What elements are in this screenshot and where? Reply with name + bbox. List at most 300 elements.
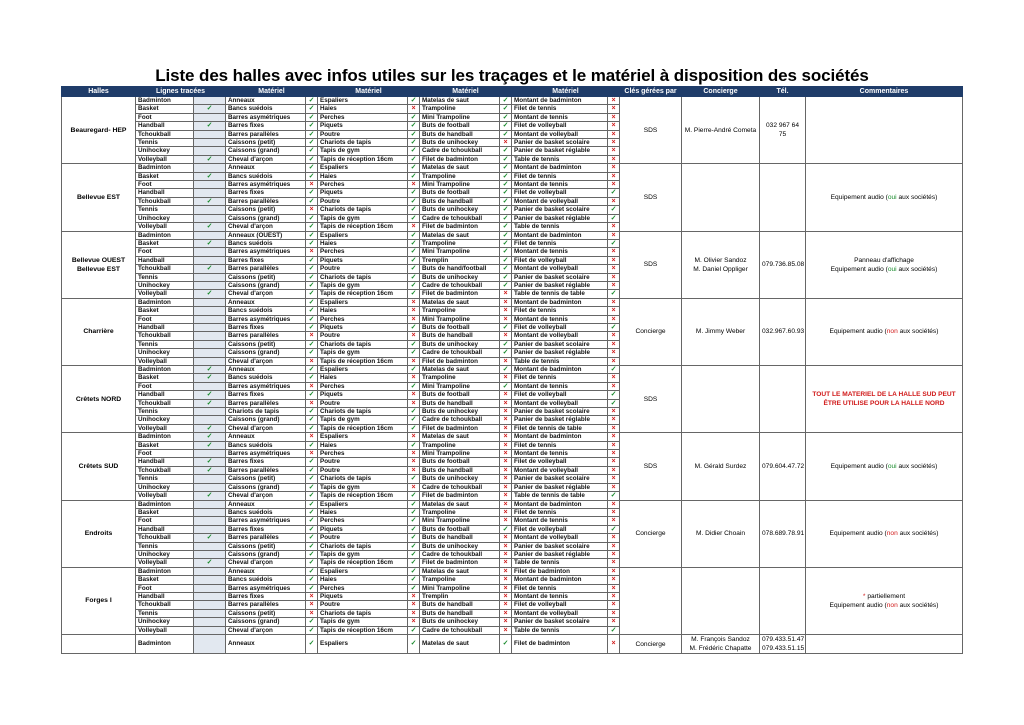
cross-icon: × xyxy=(608,155,620,163)
phone-number: 032 967 64 75 xyxy=(760,97,806,164)
material-label: Chariots de tapis xyxy=(226,408,306,416)
material-label: Buts de handball xyxy=(420,601,500,609)
empty-mark xyxy=(194,97,226,105)
empty-mark xyxy=(194,550,226,558)
check-icon: ✓ xyxy=(408,366,420,374)
header-lignes-tracees: Lignes tracées xyxy=(136,87,226,97)
check-icon: ✓ xyxy=(500,214,512,222)
table-row xyxy=(62,366,963,374)
cross-icon: × xyxy=(408,618,420,626)
sport-label: Volleyball xyxy=(136,559,194,567)
material-label: Montant de volleyball xyxy=(512,265,608,273)
concierge-name: M. Gérald Surdez xyxy=(682,433,760,500)
empty-mark xyxy=(194,332,226,340)
check-icon: ✓ xyxy=(500,181,512,189)
sport-label: Tennis xyxy=(136,340,194,348)
empty-mark xyxy=(194,315,226,323)
cross-icon: × xyxy=(306,332,318,340)
material-label: Barres asymétriques xyxy=(226,382,306,390)
check-icon: ✓ xyxy=(194,391,226,399)
material-label: Trampoline xyxy=(420,441,500,449)
material-label: Chariots de tapis xyxy=(318,609,408,617)
check-icon: ✓ xyxy=(408,340,420,348)
check-icon: ✓ xyxy=(408,550,420,558)
material-label: Tapis de réception 16cm xyxy=(318,492,408,500)
check-icon: ✓ xyxy=(306,635,318,654)
check-icon: ✓ xyxy=(500,197,512,205)
cross-icon: × xyxy=(608,424,620,432)
material-label: Filet de badminton xyxy=(420,424,500,432)
material-label: Bancs suédois xyxy=(226,374,306,382)
check-icon: ✓ xyxy=(306,290,318,298)
check-icon: ✓ xyxy=(408,635,420,654)
material-label: Table de tennis de table xyxy=(512,290,608,298)
material-label: Tapis de gym xyxy=(318,281,408,289)
material-label: Haies xyxy=(318,374,408,382)
cross-icon: × xyxy=(306,433,318,441)
check-icon: ✓ xyxy=(306,584,318,592)
material-label: Bancs suédois xyxy=(226,508,306,516)
empty-mark xyxy=(194,584,226,592)
cross-icon: × xyxy=(608,315,620,323)
audio-status-word: oui xyxy=(887,265,897,273)
material-label: Cadre de tchoukball xyxy=(420,416,500,424)
check-icon: ✓ xyxy=(306,492,318,500)
sport-label: Tennis xyxy=(136,475,194,483)
check-icon: ✓ xyxy=(408,323,420,331)
material-label: Filet de tennis xyxy=(512,307,608,315)
check-icon: ✓ xyxy=(194,458,226,466)
material-label: Panier de basket scolaire xyxy=(512,475,608,483)
cross-icon: × xyxy=(608,340,620,348)
sport-label: Unihockey xyxy=(136,147,194,155)
check-icon: ✓ xyxy=(408,256,420,264)
empty-mark xyxy=(194,130,226,138)
check-icon: ✓ xyxy=(194,399,226,407)
material-label: Barres parallèles xyxy=(226,332,306,340)
sport-label: Tchoukball xyxy=(136,197,194,205)
material-label: Filet de tennis xyxy=(512,172,608,180)
material-label: Espaliers xyxy=(318,164,408,172)
material-label: Tremplin xyxy=(420,256,500,264)
empty-mark xyxy=(194,567,226,575)
cross-icon: × xyxy=(500,492,512,500)
material-label: Caissons (grand) xyxy=(226,349,306,357)
check-icon: ✓ xyxy=(500,231,512,239)
material-label: Cheval d'arçon xyxy=(226,559,306,567)
check-icon: ✓ xyxy=(500,366,512,374)
comment-text: Equipement audio (oui aux sociétés) xyxy=(806,164,963,231)
check-icon: ✓ xyxy=(194,441,226,449)
cross-icon: × xyxy=(500,315,512,323)
check-icon: ✓ xyxy=(306,130,318,138)
material-label: Espaliers xyxy=(318,635,408,654)
material-label: Filet de badminton xyxy=(420,357,500,365)
keys-managed-by xyxy=(620,567,682,634)
empty-mark xyxy=(194,618,226,626)
sport-label: Volleyball xyxy=(136,290,194,298)
cross-icon: × xyxy=(608,248,620,256)
cross-icon: × xyxy=(500,601,512,609)
material-label: Poutre xyxy=(318,601,408,609)
material-label: Matelas de saut xyxy=(420,298,500,306)
material-label: Haies xyxy=(318,508,408,516)
empty-mark xyxy=(194,273,226,281)
material-label: Mini Trampoline xyxy=(420,181,500,189)
material-label: Caissons (grand) xyxy=(226,550,306,558)
empty-mark xyxy=(194,450,226,458)
material-label: Cheval d'arçon xyxy=(226,290,306,298)
cross-icon: × xyxy=(500,500,512,508)
check-icon: ✓ xyxy=(306,298,318,306)
material-label: Montant de badminton xyxy=(512,164,608,172)
sport-label: Handball xyxy=(136,458,194,466)
material-label: Caissons (petit) xyxy=(226,609,306,617)
check-icon: ✓ xyxy=(194,105,226,113)
table-row xyxy=(62,567,963,575)
material-label: Filet de badminton xyxy=(420,223,500,231)
check-icon: ✓ xyxy=(408,534,420,542)
material-label: Barres parallèles xyxy=(226,399,306,407)
material-label: Caissons (grand) xyxy=(226,618,306,626)
material-label: Caissons (petit) xyxy=(226,542,306,550)
cross-icon: × xyxy=(408,592,420,600)
check-icon: ✓ xyxy=(408,122,420,130)
cross-icon: × xyxy=(608,592,620,600)
material-label: Caissons (grand) xyxy=(226,416,306,424)
phone-number xyxy=(760,567,806,634)
check-icon: ✓ xyxy=(306,534,318,542)
hall-name: Crêtets NORD xyxy=(62,366,136,433)
comment-text: * partiellement Equipement audio (non aux sociétés) xyxy=(806,567,963,634)
phone-number: 079.604.47.72 xyxy=(760,433,806,500)
material-label: Chariots de tapis xyxy=(318,206,408,214)
check-icon: ✓ xyxy=(408,542,420,550)
empty-mark xyxy=(194,181,226,189)
material-label: Tapis de gym xyxy=(318,214,408,222)
hall-name: Forges I xyxy=(62,567,136,634)
material-label: Tapis de gym xyxy=(318,550,408,558)
material-label: Caissons (grand) xyxy=(226,483,306,491)
material-label: Table de tennis de table xyxy=(512,492,608,500)
empty-mark xyxy=(194,298,226,306)
cross-icon: × xyxy=(500,483,512,491)
material-label: Buts de unihockey xyxy=(420,475,500,483)
sport-label: Handball xyxy=(136,391,194,399)
material-label: Tapis de gym xyxy=(318,416,408,424)
sport-label: Tchoukball xyxy=(136,399,194,407)
phone-number: 032.967.60.93 xyxy=(760,298,806,365)
check-icon: ✓ xyxy=(408,559,420,567)
sport-label: Tchoukball xyxy=(136,130,194,138)
audio-status-word: non xyxy=(886,530,898,538)
material-label: Poutre xyxy=(318,197,408,205)
material-label: Filet de badminton xyxy=(420,492,500,500)
check-icon: ✓ xyxy=(608,206,620,214)
sport-label: Handball xyxy=(136,525,194,533)
check-icon: ✓ xyxy=(408,273,420,281)
sport-label: Unihockey xyxy=(136,349,194,357)
material-label: Bancs suédois xyxy=(226,576,306,584)
sport-label: Badminton xyxy=(136,164,194,172)
material-label: Filet de volleyball xyxy=(512,189,608,197)
hall-name: Beauregard- HEP xyxy=(62,97,136,164)
sport-label: Foot xyxy=(136,517,194,525)
material-label: Table de tennis xyxy=(512,223,608,231)
check-icon: ✓ xyxy=(306,391,318,399)
material-label: Tapis de réception 16cm xyxy=(318,357,408,365)
check-icon: ✓ xyxy=(608,391,620,399)
material-label: Panier de basket réglable xyxy=(512,214,608,222)
audio-status-word: oui xyxy=(887,462,897,470)
material-label: Barres asymétriques xyxy=(226,181,306,189)
material-label: Cheval d'arçon xyxy=(226,155,306,163)
cross-icon: × xyxy=(608,298,620,306)
check-icon: ✓ xyxy=(408,130,420,138)
material-label: Buts de handball xyxy=(420,609,500,617)
material-label: Montant de badminton xyxy=(512,576,608,584)
material-label: Matelas de saut xyxy=(420,231,500,239)
check-icon: ✓ xyxy=(306,408,318,416)
check-icon: ✓ xyxy=(408,147,420,155)
sport-label: Basket xyxy=(136,172,194,180)
material-label: Montant de tennis xyxy=(512,113,608,121)
material-label: Barres asymétriques xyxy=(226,517,306,525)
keys-managed-by: SDS xyxy=(620,164,682,231)
hall-name: Crêtets SUD xyxy=(62,433,136,500)
cross-icon: × xyxy=(608,164,620,172)
material-label: Buts de unihockey xyxy=(420,340,500,348)
material-label: Filet de tennis xyxy=(512,239,608,247)
material-label: Table de tennis xyxy=(512,155,608,163)
sport-label: Foot xyxy=(136,315,194,323)
halls-table-body xyxy=(62,97,963,654)
material-label: Montant de tennis xyxy=(512,248,608,256)
check-icon: ✓ xyxy=(408,508,420,516)
material-label: Cadre de tchoukball xyxy=(420,349,500,357)
material-label: Cadre de tchoukball xyxy=(420,626,500,634)
check-icon: ✓ xyxy=(306,231,318,239)
cross-icon: × xyxy=(608,508,620,516)
check-icon: ✓ xyxy=(408,584,420,592)
material-label: Tapis de réception 16cm xyxy=(318,223,408,231)
phone-number xyxy=(760,366,806,433)
concierge-name xyxy=(682,567,760,634)
cross-icon: × xyxy=(500,416,512,424)
material-label: Poutre xyxy=(318,466,408,474)
material-label: Buts de football xyxy=(420,391,500,399)
material-label: Filet de badminton xyxy=(420,559,500,567)
material-label: Barres parallèles xyxy=(226,601,306,609)
sport-label: Handball xyxy=(136,122,194,130)
sport-label: Unihockey xyxy=(136,214,194,222)
material-label: Buts de football xyxy=(420,458,500,466)
empty-mark xyxy=(194,626,226,634)
material-label: Perches xyxy=(318,181,408,189)
material-label: Chariots de tapis xyxy=(318,475,408,483)
material-label: Montant de badminton xyxy=(512,433,608,441)
hall-name: Charrière xyxy=(62,298,136,365)
sport-label: Foot xyxy=(136,248,194,256)
cross-icon: × xyxy=(500,290,512,298)
material-label: Perches xyxy=(318,450,408,458)
keys-managed-by: SDS xyxy=(620,366,682,433)
check-icon: ✓ xyxy=(500,248,512,256)
check-icon: ✓ xyxy=(306,265,318,273)
empty-mark xyxy=(194,601,226,609)
cross-icon: × xyxy=(608,408,620,416)
sport-label: Badminton xyxy=(136,567,194,575)
material-label: Filet de volleyball xyxy=(512,525,608,533)
cross-icon: × xyxy=(500,517,512,525)
material-label: Montant de volleyball xyxy=(512,466,608,474)
material-label: Barres parallèles xyxy=(226,466,306,474)
header-materiel-1: Matériel xyxy=(226,87,318,97)
material-label: Filet de volleyball xyxy=(512,601,608,609)
check-icon: ✓ xyxy=(306,475,318,483)
keys-managed-by: SDS xyxy=(620,231,682,298)
check-icon: ✓ xyxy=(408,265,420,273)
material-label: Filet de volleyball xyxy=(512,122,608,130)
material-label: Panier de basket scolaire xyxy=(512,542,608,550)
check-icon: ✓ xyxy=(608,492,620,500)
check-icon: ✓ xyxy=(608,323,620,331)
material-label: Tapis de gym xyxy=(318,618,408,626)
material-label: Buts de football xyxy=(420,323,500,331)
empty-mark xyxy=(194,500,226,508)
material-label: Panier de basket scolaire xyxy=(512,408,608,416)
check-icon: ✓ xyxy=(408,576,420,584)
cross-icon: × xyxy=(608,113,620,121)
check-icon: ✓ xyxy=(408,290,420,298)
cross-icon: × xyxy=(608,517,620,525)
check-icon: ✓ xyxy=(408,113,420,121)
cross-icon: × xyxy=(608,466,620,474)
cross-icon: × xyxy=(608,483,620,491)
material-label: Espaliers xyxy=(318,231,408,239)
sport-label: Volleyball xyxy=(136,626,194,634)
concierge-name: M. Didier Choain xyxy=(682,500,760,567)
sport-label: Tennis xyxy=(136,408,194,416)
sport-label: Foot xyxy=(136,181,194,189)
cross-icon: × xyxy=(608,181,620,189)
material-label: Piquets xyxy=(318,592,408,600)
cross-icon: × xyxy=(500,357,512,365)
cross-icon: × xyxy=(608,172,620,180)
sport-label: Tchoukball xyxy=(136,332,194,340)
table-row xyxy=(62,500,963,508)
audio-status-word: non xyxy=(886,601,898,609)
material-label: Chariots de tapis xyxy=(318,273,408,281)
material-label: Haies xyxy=(318,105,408,113)
empty-mark xyxy=(194,307,226,315)
material-label: Trampoline xyxy=(420,172,500,180)
cross-icon: × xyxy=(408,609,420,617)
sport-label: Tchoukball xyxy=(136,466,194,474)
check-icon: ✓ xyxy=(408,408,420,416)
cross-icon: × xyxy=(306,206,318,214)
check-icon: ✓ xyxy=(408,155,420,163)
comment-text: Equipement audio (non aux sociétés) xyxy=(806,500,963,567)
sport-label: Foot xyxy=(136,113,194,121)
material-label: Montant de badminton xyxy=(512,97,608,105)
material-label: Buts de unihockey xyxy=(420,273,500,281)
sport-label: Volleyball xyxy=(136,492,194,500)
empty-mark xyxy=(194,340,226,348)
material-label: Tapis de réception 16cm xyxy=(318,424,408,432)
material-label: Perches xyxy=(318,382,408,390)
concierge-name: M. Jimmy Weber xyxy=(682,298,760,365)
material-label: Perches xyxy=(318,113,408,121)
check-icon: ✓ xyxy=(408,626,420,634)
material-label: Panier de basket scolaire xyxy=(512,206,608,214)
check-icon: ✓ xyxy=(306,155,318,163)
check-icon: ✓ xyxy=(408,567,420,575)
check-icon: ✓ xyxy=(408,500,420,508)
check-icon: ✓ xyxy=(408,475,420,483)
material-label: Montant de tennis xyxy=(512,517,608,525)
empty-mark xyxy=(194,517,226,525)
material-label: Montant de volleyball xyxy=(512,130,608,138)
material-label: Caissons (petit) xyxy=(226,273,306,281)
header-row xyxy=(62,87,963,97)
material-label: Montant de tennis xyxy=(512,382,608,390)
phone-number xyxy=(760,164,806,231)
check-icon: ✓ xyxy=(306,281,318,289)
cross-icon: × xyxy=(408,374,420,382)
check-icon: ✓ xyxy=(408,349,420,357)
phone-number: 078.689.78.91 xyxy=(760,500,806,567)
cross-icon: × xyxy=(608,223,620,231)
material-label: Filet de tennis xyxy=(512,105,608,113)
sport-label: Basket xyxy=(136,441,194,449)
cross-icon: × xyxy=(500,332,512,340)
empty-mark xyxy=(194,382,226,390)
halls-table xyxy=(61,86,963,654)
cross-icon: × xyxy=(608,105,620,113)
material-label: Barres fixes xyxy=(226,391,306,399)
sport-label: Tchoukball xyxy=(136,534,194,542)
cross-icon: × xyxy=(608,550,620,558)
sport-label: Badminton xyxy=(136,635,194,654)
check-icon: ✓ xyxy=(194,559,226,567)
material-label: Cheval d'arçon xyxy=(226,223,306,231)
material-label: Caissons (petit) xyxy=(226,475,306,483)
material-label: Filet de volleyball xyxy=(512,391,608,399)
material-label: Espaliers xyxy=(318,433,408,441)
check-icon: ✓ xyxy=(306,239,318,247)
material-label: Bancs suédois xyxy=(226,239,306,247)
check-icon: ✓ xyxy=(500,265,512,273)
cross-icon: × xyxy=(608,441,620,449)
hall-name: Bellevue OUEST Bellevue EST xyxy=(62,231,136,298)
check-icon: ✓ xyxy=(306,458,318,466)
sport-label: Volleyball xyxy=(136,155,194,163)
material-label: Caissons (grand) xyxy=(226,147,306,155)
sport-label: Basket xyxy=(136,307,194,315)
material-label: Barres parallèles xyxy=(226,534,306,542)
material-label: Cadre de tchoukball xyxy=(420,147,500,155)
audio-status-word: oui xyxy=(887,193,897,201)
check-icon: ✓ xyxy=(306,366,318,374)
empty-mark xyxy=(194,408,226,416)
check-icon: ✓ xyxy=(608,189,620,197)
material-label: Haies xyxy=(318,239,408,247)
material-label: Caissons (petit) xyxy=(226,206,306,214)
sport-label: Badminton xyxy=(136,366,194,374)
header-materiel-2: Matériel xyxy=(318,87,420,97)
concierge-name xyxy=(682,164,760,231)
